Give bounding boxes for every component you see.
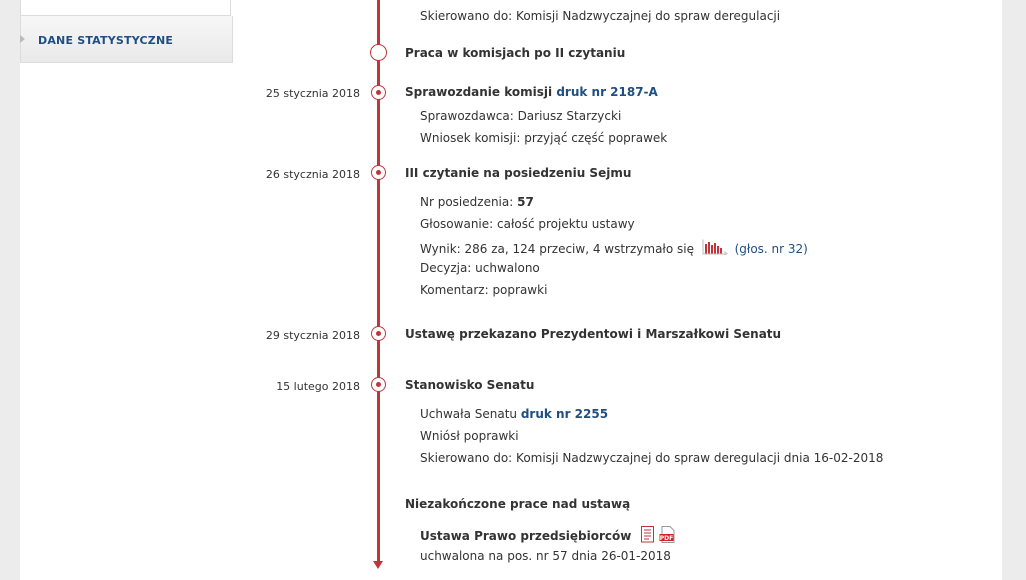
event-title bbox=[405, 85, 658, 99]
event-title: Stanowisko Senatu bbox=[405, 378, 535, 392]
timeline-node bbox=[371, 165, 386, 180]
page bbox=[20, 0, 1002, 580]
event-date: 26 stycznia 2018 bbox=[265, 168, 360, 181]
event-date: 15 lutego 2018 bbox=[276, 380, 360, 393]
event-detail: Wniósł poprawki bbox=[420, 429, 519, 443]
event-detail: Komentarz: poprawki bbox=[420, 283, 548, 297]
event-date: 29 stycznia 2018 bbox=[265, 329, 360, 342]
sidebar-item-label: DANE STATYSTYCZNE bbox=[38, 34, 174, 47]
timeline-node bbox=[371, 85, 386, 100]
vote-result-text: Wynik: 286 za, 124 przeciw, 4 wstrzymało się bbox=[420, 242, 694, 256]
event-date: 25 stycznia 2018 bbox=[265, 87, 360, 100]
print-link-2187a[interactable]: druk nr 2187-A bbox=[556, 85, 658, 99]
timeline-node-open bbox=[370, 44, 387, 61]
event-title: III czytanie na posiedzeniu Sejmu bbox=[405, 166, 632, 180]
timeline-arrow-down-icon bbox=[373, 561, 383, 569]
pdf-icon[interactable] bbox=[659, 532, 677, 546]
event-detail: Skierowano do: Komisji Nadzwyczajnej do spraw deregulacji dnia 16-02-2018 bbox=[420, 451, 884, 465]
vote-link[interactable]: (głos. nr 32) bbox=[734, 242, 808, 256]
event-title-text: Sprawozdanie komisji bbox=[405, 85, 553, 99]
event-detail: Decyzja: uchwalono bbox=[420, 261, 540, 275]
resolution-label: Uchwała Senatu bbox=[420, 407, 521, 421]
event-title: Praca w komisjach po II czytaniu bbox=[405, 46, 626, 60]
event-detail: Skierowano do: Komisji Nadzwyczajnej do spraw deregulacji bbox=[420, 9, 781, 23]
session-number-label: Nr posiedzenia: bbox=[420, 195, 518, 209]
timeline-node bbox=[371, 377, 386, 392]
timeline-node bbox=[371, 326, 386, 341]
act-title-row bbox=[420, 526, 677, 546]
vote-result bbox=[420, 239, 808, 258]
bar-chart-icon[interactable] bbox=[702, 239, 728, 258]
act-title: Ustawa Prawo przedsiębiorców bbox=[420, 529, 632, 543]
event-detail: Wniosek komisji: przyjąć część poprawek bbox=[420, 131, 668, 145]
act-status: uchwalona na pos. nr 57 dnia 26-01-2018 bbox=[420, 549, 671, 563]
event-detail bbox=[420, 195, 534, 209]
event-detail: Głosowanie: całość projektu ustawy bbox=[420, 217, 635, 231]
document-icons bbox=[641, 526, 677, 546]
legislative-timeline bbox=[20, 0, 1002, 580]
document-icon[interactable] bbox=[641, 532, 659, 546]
event-detail: Sprawozdawca: Dariusz Starzycki bbox=[420, 109, 622, 123]
print-link-2255[interactable]: druk nr 2255 bbox=[520, 407, 609, 421]
event-title: Ustawę przekazano Prezydentowi i Marszałkowi Senatu bbox=[405, 327, 782, 341]
session-number: 57 bbox=[517, 195, 534, 209]
event-detail bbox=[420, 407, 608, 421]
section-title: Niezakończone prace nad ustawą bbox=[405, 497, 631, 511]
pdf-badge-text: PDF bbox=[659, 535, 673, 542]
